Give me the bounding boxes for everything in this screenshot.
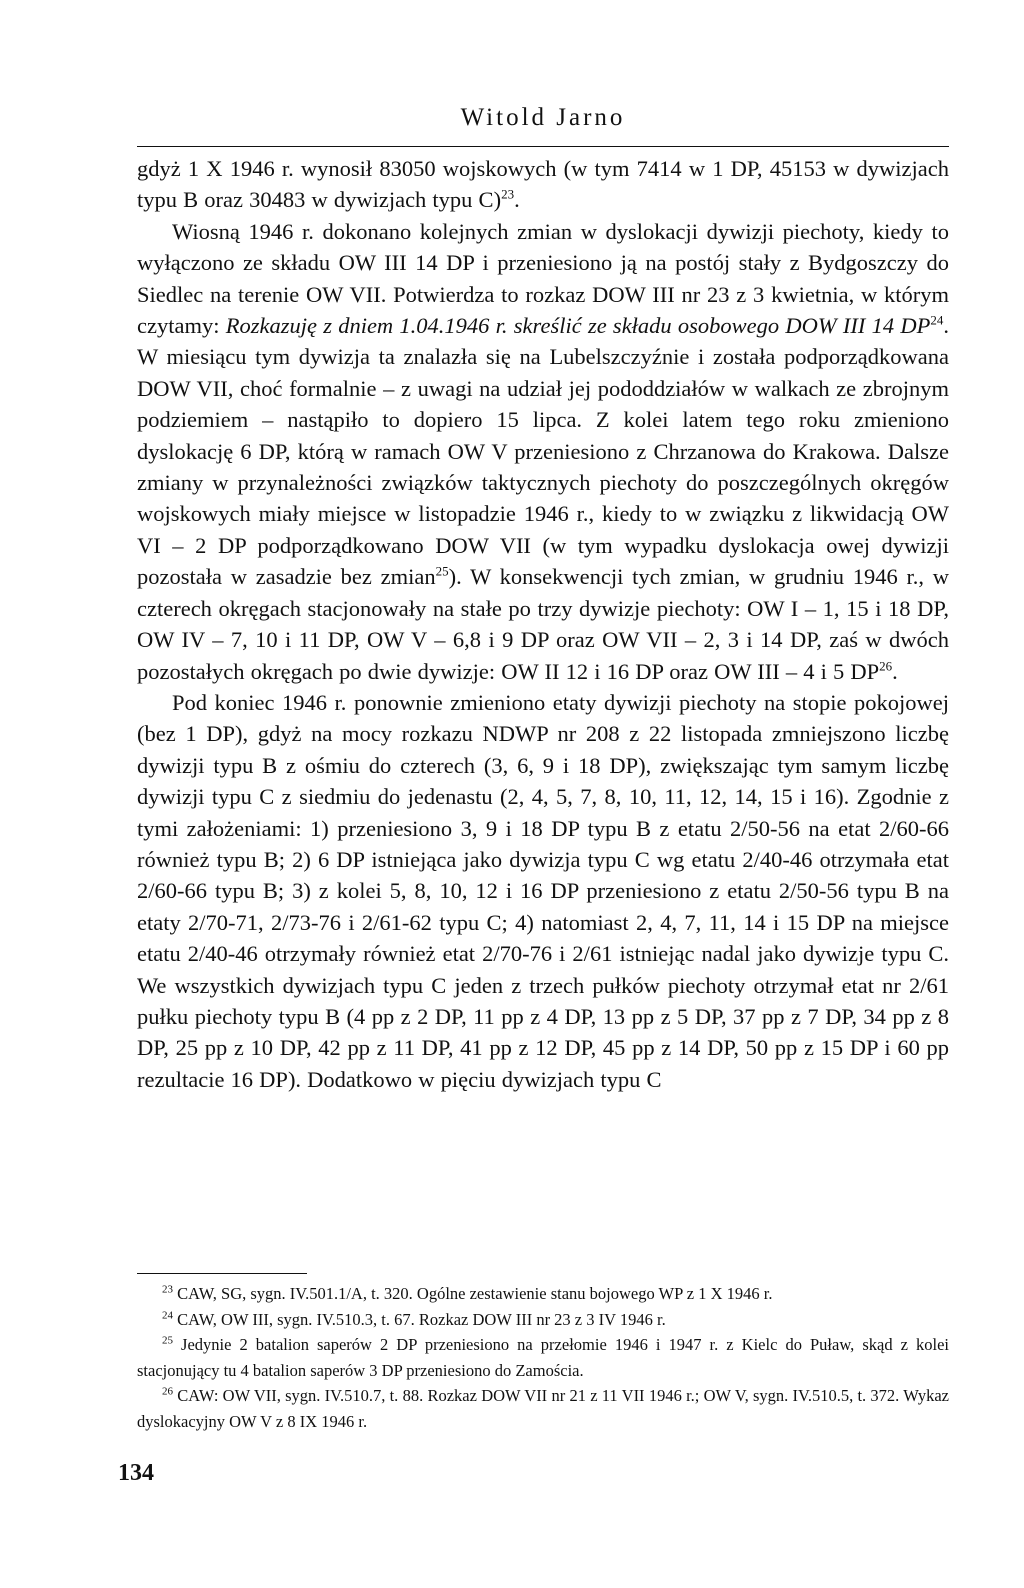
footnote-item [137,1383,949,1434]
paragraph-1 [137,153,949,216]
footnote-item [137,1307,949,1333]
main-text [137,153,949,1095]
footnote-number: 26 [162,1385,173,1398]
footnote-number: 24 [162,1309,173,1321]
running-header: Witold Jarno [460,104,626,131]
footnote-text: CAW, SG, sygn. IV.501.1/A, t. 320. Ogólne zestawienie stanu bojowego WP z 1 X 1946 r. [173,1284,773,1303]
footnote-ref[interactable]: 25 [435,563,449,579]
paragraph-text: gdyż 1 X 1946 r. wynosił 83050 wojskowych (w tym 7414 w 1 DP, 45153 w dywizjach typu B oraz 30483 w dywizjach typu C) [137,156,949,213]
footnote-text: CAW, OW III, sygn. IV.510.3, t. 67. Rozkaz DOW III nr 23 z 3 IV 1946 r. [173,1309,666,1329]
paragraph-text: . W miesiącu tym dywizja ta znalazła się na Lubelszczyźnie i została podporządkowana DOW VII, choć formalnie – z uwagi na udział jej pododdziałów w walkach ze zbrojnym podziemiem – nastąpiło to dopiero 15 lipca. Z kolei latem tego roku zmieniono dyslokację 6 DP, którą w ramach OW V przeniesiono z Chrzanowa do Krakowa. Dalsze zmiany w przynależności związków taktycznych piechoty do poszczególnych okręgów wojskowych miały miejsce w listopadzie 1946 r., kiedy to w związku z likwidacją OW VI – 2 DP podporządkowano DOW VII (w tym wypadku dyslokacja owej dywizji pozostała w zasadzie bez zmian [137,313,949,590]
footnote-text: Jedynie 2 batalion saperów 2 DP przeniesiono na przełomie 1946 i 1947 r. z Kielc do Puław, skąd z kolei stacjonujący tu 4 batalion saperów 3 DP przeniesiono do Zamościa. [137,1335,949,1380]
footnote-rule [137,1273,307,1274]
paragraph-text: ). W konsekwencji tych zmian, w grudniu 1946 r., w czterech okręgach stacjonowały na stałe po trzy dywizje piechoty: OW I – 1, 15 i 18 DP, OW IV – 7, 10 i 11 DP, OW V – 6,8 i 9 DP oraz OW VII – 2, 3 i 14 DP, zaś w dwóch pozostałych okręgach po dwie dywizje: OW II 12 i 16 DP oraz OW III – 4 i 5 DP [137,564,949,684]
footnote-number: 25 [162,1334,173,1347]
quoted-order: Rozkazuję z dniem 1.04.1946 r. skreślić ze składu osobowego DOW III 14 DP [225,313,931,339]
footnote-item [137,1332,949,1383]
footnote-ref[interactable]: 24 [930,312,944,328]
footnote-ref[interactable]: 26 [879,658,893,673]
paragraph-2 [137,216,949,687]
paragraph-text: . [514,187,520,213]
footnote-item [137,1281,949,1307]
paragraph-3: Pod koniec 1946 r. ponownie zmieniono etaty dywizji piechoty na stopie pokojowej (bez 1 DP), gdyż na mocy rozkazu NDWP nr 208 z 22 listopada zmniejszono liczbę dywizji typu B z ośmiu do czterech (3, 6, 9 i 18 DP), zwiększając tym samym liczbę dywizji typu C z siedmiu do jedenastu (2, 4, 5, 7, 8, 10, 11, 12, 14, 15 i 16). Zgodnie z tymi założeniami: 1) przeniesiono 3, 9 i 18 DP typu B z etatu 2/50-56 na etat 2/60-66 również typu B; 2) 6 DP istniejąca jako dywizja typu C wg etatu 2/40-46 otrzymała etat 2/60-66 typu B; 3) z kolei 5, 8, 10, 12 i 16 DP przeniesiono z etatu 2/50-56 typu B na etaty 2/70-71, 2/73-76 i 2/61-62 typu C; 4) natomiast 2, 4, 7, 11, 14 i 15 DP na miejsce etatu 2/40-46 otrzymały również etat 2/70-76 i 2/61 istniejąc nadal jako dywizje typu C. We wszystkich dywizjach typu C jeden z trzech pułków piechoty otrzymał etat nr 2/61 pułku piechoty typu B (4 pp z 2 DP, 11 pp z 4 DP, 13 pp z 5 DP, 37 pp z 7 DP, 34 pp z 8 DP, 25 pp z 10 DP, 42 pp z 11 DP, 41 pp z 12 DP, 45 pp z 14 DP, 50 pp z 15 DP i 60 pp rezultacie 16 DP). Dodatkowo w pięciu dywizjach typu C [137,689,949,1092]
footnote-text: CAW: OW VII, sygn. IV.510.7, t. 88. Rozkaz DOW VII nr 21 z 11 VII 1946 r.; OW V, sygn. IV.510.5, t. 372. Wykaz dyslokacyjny OW V z 8 IX 1946 r. [137,1386,949,1431]
paragraph-text: . [892,658,898,684]
footnote-number: 23 [162,1283,173,1296]
footnotes [137,1281,949,1434]
page-number: 134 [118,1460,154,1486]
header-rule [137,146,949,147]
footnote-ref[interactable]: 23 [501,186,515,202]
paragraph-text: Wiosną 1946 r. dokonano kolejnych zmian w dyslokacji dywizji piechoty, kiedy to wyłączono ze składu OW III 14 DP i przeniesiono ją na postój stały z Bydgoszczy do Siedlec na terenie OW VII. Potwierdza to rozkaz DOW III nr 23 z 3 kwietnia, w którym czytamy: [137,218,949,339]
